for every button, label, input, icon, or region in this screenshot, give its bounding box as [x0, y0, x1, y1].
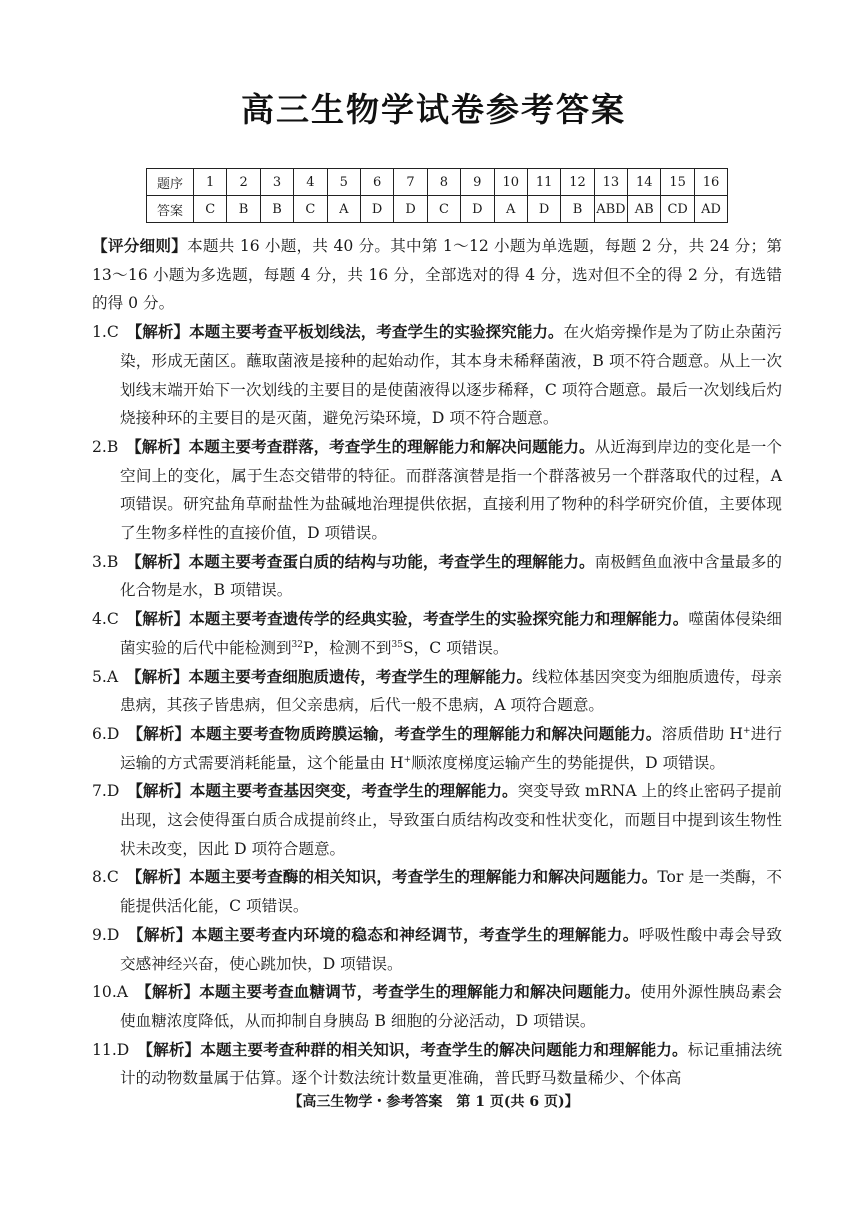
item-number: 11.D [92, 1040, 130, 1059]
answer-table-number-row [147, 169, 728, 196]
answer-cell: B [561, 196, 594, 223]
answer-explanations [92, 232, 782, 1093]
analysis-label: 【解析】 [134, 867, 190, 887]
item-lead: 本题主要考查基因突变，考查学生的理解能力。 [189, 781, 518, 801]
item-lead: 本题主要考查物质跨膜运输，考查学生的理解能力和解决问题能力。 [190, 723, 662, 743]
item-body: 线粒体基因突变为细胞质遗传，母亲患病，其孩子皆患病，但父亲患病，后代一般不患病，A 项符合题意。 [120, 667, 782, 715]
row-header-number: 题序 [147, 169, 194, 196]
item-body-mid: 进行运输的方式需要消耗能量，这个能量由 H [120, 724, 782, 772]
item-number: 8.C [92, 868, 119, 887]
page-footer: 【高三生物学・参考答案 第 1 页(共 6 页)】 [288, 1094, 579, 1110]
analysis-label: 【解析】 [134, 609, 190, 629]
item-lead: 本题主要考查血糖调节，考查学生的理解能力和解决问题能力。 [199, 982, 641, 1002]
item-number: 6.D [92, 724, 120, 743]
analysis-label: 【解析】 [133, 666, 189, 686]
item-lead: 本题主要考查种群的相关知识，考查学生的解决问题能力和理解能力。 [200, 1039, 688, 1059]
item-body: 从近海到岸边的变化是一个空间上的变化，属于生态交错带的特征。而群落演替是指一个群落被另一个群落取代的过程，A 项错误。研究盐角草耐盐性为盐碱地治理提供依据，直接利用了物种的科学研究价值，主要体现了生物多样性的直接价值，D 项错误。 [120, 437, 782, 543]
explanation-item [92, 863, 782, 920]
item-body: 使用外源性胰岛素会使血糖浓度降低，从而抑制自身胰岛 B 细胞的分泌活动，D 项错误。 [120, 983, 782, 1030]
item-number: 7.D [92, 782, 120, 801]
item-body: 突变导致 mRNA 上的终止密码子提前出现，这会使得蛋白质合成提前终止，导致蛋白质结构改变和性状变化，而题目中提到该生物性状未改变，因此 D 项符合题意。 [120, 782, 782, 858]
answer-table [146, 168, 728, 223]
item-body: 南极鳕鱼血液中含量最多的化合物是水，B 项错误。 [120, 552, 782, 600]
item-lead: 本题主要考查平板划线法，考查学生的实验探究能力。 [189, 322, 564, 342]
analysis-label: 【解析】 [134, 322, 190, 342]
analysis-label: 【解析】 [133, 551, 189, 571]
item-lead: 本题主要考查细胞质遗传，考查学生的理解能力。 [188, 666, 533, 686]
answer-cell: C [294, 196, 327, 223]
question-number: 10 [494, 169, 527, 196]
scoring-rules [92, 232, 782, 318]
explanation-item [92, 433, 782, 548]
question-number: 1 [194, 169, 227, 196]
answer-cell: ABD [594, 196, 627, 223]
analysis-label: 【解析】 [135, 723, 191, 743]
isotope-superscript: 35 [391, 639, 403, 650]
item-body-tail: S，C 项错误。 [402, 638, 509, 657]
item-number: 4.C [92, 610, 119, 629]
answer-cell: D [527, 196, 560, 223]
question-number: 5 [327, 169, 360, 196]
item-body-mid: P，检测不到 [303, 638, 392, 657]
explanation-item [92, 663, 782, 720]
question-number: 3 [260, 169, 293, 196]
answer-cell: A [494, 196, 527, 223]
question-number: 8 [427, 169, 460, 196]
item-number: 10.A [92, 983, 129, 1002]
item-number: 3.B [92, 552, 119, 571]
item-lead: 本题主要考查群落，考查学生的理解能力和解决问题能力。 [188, 436, 595, 456]
question-number: 2 [227, 169, 260, 196]
answer-cell: B [260, 196, 293, 223]
isotope-superscript: 32 [291, 639, 303, 650]
item-body-tail: 顺浓度梯度运输产生的势能提供，D 项错误。 [411, 753, 725, 772]
answer-cell: D [394, 196, 427, 223]
answer-cell: B [227, 196, 260, 223]
answer-cell: AB [628, 196, 661, 223]
item-lead: 本题主要考查遗传学的经典实验，考查学生的实验探究能力和理解能力。 [189, 609, 689, 629]
item-body: 在火焰旁操作是为了防止杂菌污染，形成无菌区。蘸取菌液是接种的起始动作，其本身未稀释菌液，B 项不符合题意。从上一次划线末端开始下一次划线的主要目的是使菌液得以逐步稀释，C 项符合题意。最后一次划线后灼烧接种环的主要目的是灭菌，避免污染环境，D 项不符合题意。 [120, 323, 782, 428]
question-number: 14 [628, 169, 661, 196]
row-header-answer: 答案 [147, 196, 194, 223]
question-number: 9 [461, 169, 494, 196]
explanation-item [92, 777, 782, 863]
question-number: 6 [360, 169, 393, 196]
question-number: 12 [561, 169, 594, 196]
answer-cell: CD [661, 196, 694, 223]
explanation-item [92, 605, 782, 662]
item-number: 9.D [92, 925, 120, 944]
answer-cell: C [194, 196, 227, 223]
analysis-label: 【解析】 [135, 781, 190, 801]
scoring-text: 本题共 16 小题，共 40 分。其中第 1～12 小题为单选题，每题 2 分，共 24 分；第 13～16 小题为多选题，每题 4 分，共 16 分，全部选对的得 4 分，选对但不全的得 2 分，有选错的得 0 分。 [92, 237, 782, 313]
explanation-item [92, 1036, 782, 1093]
item-body: 溶质借助 H [661, 724, 744, 743]
question-number: 7 [394, 169, 427, 196]
question-number: 13 [594, 169, 627, 196]
analysis-label: 【解析】 [145, 1039, 201, 1059]
question-number: 11 [527, 169, 560, 196]
item-body: Tor 是一类酶，不能提供活化能，C 项错误。 [120, 868, 782, 916]
answer-cell: D [461, 196, 494, 223]
item-body: 呼吸性酸中毒会导致交感神经兴奋，使心跳加快，D 项错误。 [120, 925, 782, 973]
question-number: 16 [694, 169, 727, 196]
page-title: 高三生物学试卷参考答案 [241, 90, 626, 129]
item-number: 5.A [92, 667, 119, 686]
explanation-item [92, 720, 782, 777]
answer-cell: D [360, 196, 393, 223]
item-lead: 本题主要考查内环境的稳态和神经调节，考查学生的理解能力。 [191, 924, 639, 944]
question-number: 4 [294, 169, 327, 196]
item-number: 2.B [92, 437, 119, 456]
answer-cell: AD [694, 196, 727, 223]
item-number: 1.C [92, 323, 119, 342]
answer-cell: A [327, 196, 360, 223]
item-lead: 本题主要考查酶的相关知识，考查学生的理解能力和解决问题能力。 [189, 867, 658, 887]
question-number: 15 [661, 169, 694, 196]
answer-cell: C [427, 196, 460, 223]
explanation-item [92, 318, 782, 433]
analysis-label: 【解析】 [135, 924, 192, 944]
ion-superscript: + [403, 754, 412, 765]
analysis-label: 【解析】 [133, 436, 189, 456]
explanation-item [92, 548, 782, 605]
scoring-label: 【评分细则】 [92, 236, 188, 255]
analysis-label: 【解析】 [143, 982, 200, 1002]
ion-superscript: + [743, 725, 751, 736]
explanation-item [92, 921, 782, 978]
item-body: 噬菌体侵染细菌实验的后代中能检测到 [120, 610, 782, 657]
answer-table-answer-row [147, 196, 728, 223]
item-lead: 本题主要考查蛋白质的结构与功能，考查学生的理解能力。 [188, 551, 595, 571]
item-body: 标记重捕法统计的动物数量属于估算。逐个计数法统计数量更准确，普氏野马数量稀少、个体高 [120, 1040, 782, 1088]
explanation-item [92, 978, 782, 1035]
